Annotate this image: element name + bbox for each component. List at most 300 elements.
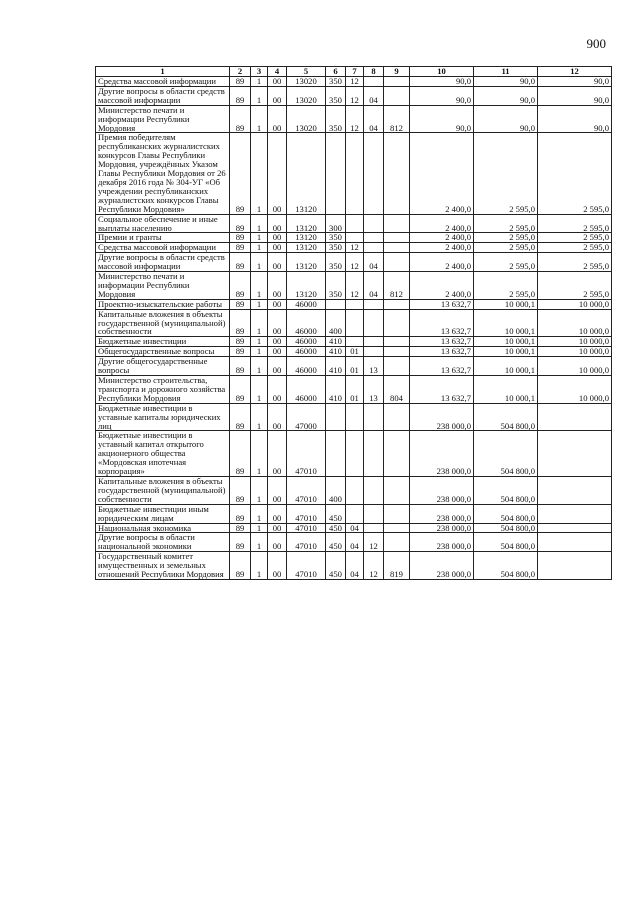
col11-amount-cell: 10 000,1 <box>474 299 538 309</box>
col8-cell: 12 <box>364 533 384 552</box>
row-name-cell: Средства массовой информации <box>96 243 230 253</box>
col10-amount-cell: 2 400,0 <box>410 233 474 243</box>
col9-cell <box>384 77 410 87</box>
col9-cell <box>384 253 410 272</box>
col6-cell: 450 <box>326 552 346 580</box>
col11-amount-cell: 504 800,0 <box>474 523 538 533</box>
col11-amount-cell: 2 595,0 <box>474 133 538 214</box>
col2-cell: 89 <box>230 253 251 272</box>
col4-cell: 00 <box>268 431 287 477</box>
table-row <box>96 309 612 337</box>
col11-amount-cell: 2 595,0 <box>474 214 538 233</box>
col5-cell: 47000 <box>287 403 326 431</box>
col5-cell: 46000 <box>287 347 326 357</box>
col8-cell: 04 <box>364 253 384 272</box>
col12-amount-cell: 10 000,0 <box>538 357 612 376</box>
col7-cell: 12 <box>346 105 364 133</box>
table-row <box>96 552 612 580</box>
table-row <box>96 431 612 477</box>
col6-cell: 410 <box>326 337 346 347</box>
col9-cell <box>384 357 410 376</box>
col7-cell: 12 <box>346 86 364 105</box>
col6-cell: 350 <box>326 86 346 105</box>
col3-cell: 1 <box>251 337 268 347</box>
budget-table <box>95 66 612 580</box>
col10-amount-cell: 13 632,7 <box>410 376 474 404</box>
col3-cell: 1 <box>251 523 268 533</box>
col11-amount-cell: 2 595,0 <box>474 253 538 272</box>
col11-amount-cell: 90,0 <box>474 77 538 87</box>
col10-amount-cell: 13 632,7 <box>410 309 474 337</box>
col5-cell: 13020 <box>287 77 326 87</box>
col5-cell: 13120 <box>287 133 326 214</box>
col7-cell <box>346 233 364 243</box>
col8-cell: 13 <box>364 357 384 376</box>
col3-cell: 1 <box>251 376 268 404</box>
col9-cell <box>384 533 410 552</box>
col8-cell: 04 <box>364 86 384 105</box>
col3-cell: 1 <box>251 77 268 87</box>
col12-amount-cell: 2 595,0 <box>538 272 612 300</box>
col6-cell: 350 <box>326 233 346 243</box>
col7-cell <box>346 504 364 523</box>
col10-amount-cell: 13 632,7 <box>410 299 474 309</box>
col4-cell: 00 <box>268 357 287 376</box>
col12-amount-cell: 2 595,0 <box>538 253 612 272</box>
column-header: 9 <box>384 67 410 77</box>
column-header: 6 <box>326 67 346 77</box>
col5-cell: 13120 <box>287 214 326 233</box>
table-row <box>96 77 612 87</box>
table-row <box>96 86 612 105</box>
col6-cell <box>326 299 346 309</box>
table-row <box>96 403 612 431</box>
col9-cell <box>384 504 410 523</box>
col4-cell: 00 <box>268 86 287 105</box>
col12-amount-cell: 10 000,0 <box>538 309 612 337</box>
col5-cell: 13120 <box>287 243 326 253</box>
col5-cell: 13120 <box>287 272 326 300</box>
col7-cell: 12 <box>346 253 364 272</box>
col10-amount-cell: 238 000,0 <box>410 533 474 552</box>
col12-amount-cell <box>538 504 612 523</box>
table-row <box>96 272 612 300</box>
col3-cell: 1 <box>251 552 268 580</box>
col3-cell: 1 <box>251 233 268 243</box>
col9-cell <box>384 299 410 309</box>
col4-cell: 00 <box>268 347 287 357</box>
col10-amount-cell: 2 400,0 <box>410 253 474 272</box>
col8-cell: 13 <box>364 376 384 404</box>
col6-cell: 400 <box>326 476 346 504</box>
col10-amount-cell: 238 000,0 <box>410 552 474 580</box>
col2-cell: 89 <box>230 523 251 533</box>
table-row <box>96 214 612 233</box>
col9-cell <box>384 403 410 431</box>
col6-cell <box>326 133 346 214</box>
col3-cell: 1 <box>251 86 268 105</box>
col7-cell: 04 <box>346 552 364 580</box>
col3-cell: 1 <box>251 272 268 300</box>
col4-cell: 00 <box>268 243 287 253</box>
col7-cell: 01 <box>346 347 364 357</box>
col12-amount-cell: 2 595,0 <box>538 243 612 253</box>
col4-cell: 00 <box>268 272 287 300</box>
row-name-cell: Бюджетные инвестиции в уставные капиталы юридических лиц <box>96 403 230 431</box>
col9-cell <box>384 309 410 337</box>
col2-cell: 89 <box>230 214 251 233</box>
col4-cell: 00 <box>268 233 287 243</box>
col12-amount-cell: 10 000,0 <box>538 299 612 309</box>
col7-cell: 12 <box>346 243 364 253</box>
col8-cell <box>364 431 384 477</box>
row-name-cell: Капитальные вложения в объекты государственной (муниципальной) собственности <box>96 309 230 337</box>
table-row <box>96 133 612 214</box>
col2-cell: 89 <box>230 347 251 357</box>
col2-cell: 89 <box>230 77 251 87</box>
col3-cell: 1 <box>251 357 268 376</box>
col11-amount-cell: 90,0 <box>474 86 538 105</box>
col7-cell: 01 <box>346 376 364 404</box>
row-name-cell: Другие вопросы в области национальной экономики <box>96 533 230 552</box>
col12-amount-cell <box>538 552 612 580</box>
row-name-cell: Министерство печати и информации Республики Мордовия <box>96 272 230 300</box>
col10-amount-cell: 90,0 <box>410 105 474 133</box>
column-header: 3 <box>251 67 268 77</box>
col10-amount-cell: 2 400,0 <box>410 133 474 214</box>
col10-amount-cell: 13 632,7 <box>410 337 474 347</box>
column-header: 8 <box>364 67 384 77</box>
column-header: 5 <box>287 67 326 77</box>
col7-cell <box>346 299 364 309</box>
col11-amount-cell: 504 800,0 <box>474 476 538 504</box>
col9-cell: 812 <box>384 105 410 133</box>
col11-amount-cell: 504 800,0 <box>474 403 538 431</box>
col7-cell: 12 <box>346 272 364 300</box>
row-name-cell: Национальная экономика <box>96 523 230 533</box>
col12-amount-cell <box>538 523 612 533</box>
col8-cell <box>364 504 384 523</box>
row-name-cell: Другие вопросы в области средств массовой информации <box>96 253 230 272</box>
col6-cell: 450 <box>326 533 346 552</box>
col12-amount-cell: 90,0 <box>538 105 612 133</box>
row-name-cell: Социальное обеспечение и иные выплаты населению <box>96 214 230 233</box>
col4-cell: 00 <box>268 105 287 133</box>
col3-cell: 1 <box>251 253 268 272</box>
col8-cell <box>364 299 384 309</box>
col3-cell: 1 <box>251 309 268 337</box>
column-header: 2 <box>230 67 251 77</box>
col5-cell: 47010 <box>287 523 326 533</box>
row-name-cell: Государственный комитет имущественных и земельных отношений Республики Мордовия <box>96 552 230 580</box>
col12-amount-cell: 10 000,0 <box>538 347 612 357</box>
col11-amount-cell: 504 800,0 <box>474 431 538 477</box>
col4-cell: 00 <box>268 403 287 431</box>
col11-amount-cell: 504 800,0 <box>474 552 538 580</box>
col12-amount-cell: 90,0 <box>538 86 612 105</box>
col9-cell <box>384 86 410 105</box>
col10-amount-cell: 2 400,0 <box>410 243 474 253</box>
col9-cell <box>384 233 410 243</box>
col5-cell: 46000 <box>287 376 326 404</box>
row-name-cell: Министерство печати и информации Республики Мордовия <box>96 105 230 133</box>
col5-cell: 47010 <box>287 533 326 552</box>
col6-cell <box>326 403 346 431</box>
col8-cell: 04 <box>364 272 384 300</box>
col10-amount-cell: 13 632,7 <box>410 357 474 376</box>
col10-amount-cell: 238 000,0 <box>410 523 474 533</box>
col8-cell <box>364 214 384 233</box>
table-row <box>96 533 612 552</box>
col6-cell: 350 <box>326 272 346 300</box>
col11-amount-cell: 10 000,1 <box>474 309 538 337</box>
col6-cell: 350 <box>326 105 346 133</box>
table-row <box>96 337 612 347</box>
col7-cell <box>346 476 364 504</box>
col11-amount-cell: 10 000,1 <box>474 347 538 357</box>
col4-cell: 00 <box>268 77 287 87</box>
col5-cell: 46000 <box>287 357 326 376</box>
col3-cell: 1 <box>251 533 268 552</box>
col7-cell <box>346 337 364 347</box>
row-name-cell: Премия победителям республиканских журналистских конкурсов Главы Республики Мордовия, учреждённых Указом Главы Республики Мордовия от 26 декабря 2016 года № 304-УГ «Об учреждении республиканских журналистских конкурсов Главы Республики Мордовия» <box>96 133 230 214</box>
col3-cell: 1 <box>251 403 268 431</box>
table-row <box>96 299 612 309</box>
col8-cell: 12 <box>364 552 384 580</box>
col12-amount-cell: 2 595,0 <box>538 133 612 214</box>
table-row <box>96 504 612 523</box>
col3-cell: 1 <box>251 133 268 214</box>
col12-amount-cell <box>538 476 612 504</box>
column-header: 1 <box>96 67 230 77</box>
col2-cell: 89 <box>230 309 251 337</box>
col4-cell: 00 <box>268 523 287 533</box>
col2-cell: 89 <box>230 86 251 105</box>
col12-amount-cell: 10 000,0 <box>538 376 612 404</box>
col9-cell <box>384 243 410 253</box>
col2-cell: 89 <box>230 357 251 376</box>
col2-cell: 89 <box>230 476 251 504</box>
col4-cell: 00 <box>268 337 287 347</box>
col6-cell: 350 <box>326 253 346 272</box>
col11-amount-cell: 2 595,0 <box>474 243 538 253</box>
col6-cell <box>326 431 346 477</box>
col11-amount-cell: 504 800,0 <box>474 504 538 523</box>
col7-cell <box>346 214 364 233</box>
col9-cell <box>384 347 410 357</box>
col3-cell: 1 <box>251 476 268 504</box>
col11-amount-cell: 10 000,1 <box>474 337 538 347</box>
col9-cell: 812 <box>384 272 410 300</box>
col10-amount-cell: 238 000,0 <box>410 504 474 523</box>
col2-cell: 89 <box>230 533 251 552</box>
col4-cell: 00 <box>268 476 287 504</box>
col9-cell <box>384 431 410 477</box>
col9-cell: 804 <box>384 376 410 404</box>
col8-cell <box>364 243 384 253</box>
col8-cell <box>364 337 384 347</box>
col5-cell: 47010 <box>287 476 326 504</box>
col11-amount-cell: 504 800,0 <box>474 533 538 552</box>
col8-cell <box>364 347 384 357</box>
column-header: 12 <box>538 67 612 77</box>
table-row <box>96 347 612 357</box>
col11-amount-cell: 90,0 <box>474 105 538 133</box>
col4-cell: 00 <box>268 214 287 233</box>
col2-cell: 89 <box>230 337 251 347</box>
col5-cell: 13120 <box>287 253 326 272</box>
col10-amount-cell: 238 000,0 <box>410 476 474 504</box>
col9-cell: 819 <box>384 552 410 580</box>
col12-amount-cell: 2 595,0 <box>538 214 612 233</box>
col2-cell: 89 <box>230 243 251 253</box>
col7-cell: 04 <box>346 533 364 552</box>
col3-cell: 1 <box>251 347 268 357</box>
col2-cell: 89 <box>230 105 251 133</box>
col3-cell: 1 <box>251 431 268 477</box>
col6-cell: 410 <box>326 347 346 357</box>
col12-amount-cell <box>538 431 612 477</box>
col4-cell: 00 <box>268 552 287 580</box>
col5-cell: 47010 <box>287 504 326 523</box>
col6-cell: 300 <box>326 214 346 233</box>
col3-cell: 1 <box>251 105 268 133</box>
col8-cell <box>364 403 384 431</box>
col7-cell <box>346 431 364 477</box>
col11-amount-cell: 10 000,1 <box>474 376 538 404</box>
row-name-cell: Капитальные вложения в объекты государственной (муниципальной) собственности <box>96 476 230 504</box>
row-name-cell: Бюджетные инвестиции иным юридическим лицам <box>96 504 230 523</box>
table-row <box>96 357 612 376</box>
col8-cell <box>364 77 384 87</box>
col10-amount-cell: 90,0 <box>410 86 474 105</box>
col4-cell: 00 <box>268 376 287 404</box>
col4-cell: 00 <box>268 133 287 214</box>
col8-cell <box>364 476 384 504</box>
col2-cell: 89 <box>230 552 251 580</box>
col6-cell: 350 <box>326 77 346 87</box>
table-row <box>96 523 612 533</box>
col6-cell: 350 <box>326 243 346 253</box>
col5-cell: 46000 <box>287 299 326 309</box>
row-name-cell: Проектно-изыскательские работы <box>96 299 230 309</box>
col5-cell: 13020 <box>287 86 326 105</box>
col2-cell: 89 <box>230 272 251 300</box>
row-name-cell: Другие вопросы в области средств массовой информации <box>96 86 230 105</box>
col3-cell: 1 <box>251 243 268 253</box>
table-row <box>96 233 612 243</box>
table-row <box>96 253 612 272</box>
table-row <box>96 105 612 133</box>
col12-amount-cell: 10 000,0 <box>538 337 612 347</box>
row-name-cell: Министерство строительства, транспорта и дорожного хозяйства Республики Мордовия <box>96 376 230 404</box>
col2-cell: 89 <box>230 431 251 477</box>
page-number: 900 <box>586 36 606 51</box>
col9-cell <box>384 214 410 233</box>
col7-cell: 12 <box>346 77 364 87</box>
col5-cell: 13020 <box>287 105 326 133</box>
col6-cell: 410 <box>326 357 346 376</box>
col2-cell: 89 <box>230 376 251 404</box>
col2-cell: 89 <box>230 299 251 309</box>
col5-cell: 46000 <box>287 309 326 337</box>
col4-cell: 00 <box>268 309 287 337</box>
col6-cell: 450 <box>326 523 346 533</box>
col3-cell: 1 <box>251 214 268 233</box>
col2-cell: 89 <box>230 233 251 243</box>
col9-cell <box>384 337 410 347</box>
table-row <box>96 476 612 504</box>
row-name-cell: Бюджетные инвестиции <box>96 337 230 347</box>
col4-cell: 00 <box>268 533 287 552</box>
col4-cell: 00 <box>268 253 287 272</box>
col5-cell: 47010 <box>287 552 326 580</box>
table-header-row <box>96 67 612 77</box>
col9-cell <box>384 133 410 214</box>
col6-cell: 450 <box>326 504 346 523</box>
col12-amount-cell <box>538 533 612 552</box>
col10-amount-cell: 2 400,0 <box>410 272 474 300</box>
row-name-cell: Другие общегосударственные вопросы <box>96 357 230 376</box>
col7-cell: 04 <box>346 523 364 533</box>
table-body <box>96 77 612 580</box>
col10-amount-cell: 2 400,0 <box>410 214 474 233</box>
col12-amount-cell <box>538 403 612 431</box>
col7-cell <box>346 309 364 337</box>
col8-cell <box>364 233 384 243</box>
column-header: 4 <box>268 67 287 77</box>
table-row <box>96 243 612 253</box>
col5-cell: 13120 <box>287 233 326 243</box>
column-header: 10 <box>410 67 474 77</box>
col10-amount-cell: 13 632,7 <box>410 347 474 357</box>
col10-amount-cell: 90,0 <box>410 77 474 87</box>
row-name-cell: Бюджетные инвестиции в уставный капитал открытого акционерного общества «Мордовская ипотечная корпорация» <box>96 431 230 477</box>
col4-cell: 00 <box>268 299 287 309</box>
col9-cell <box>384 476 410 504</box>
col7-cell <box>346 133 364 214</box>
col12-amount-cell: 90,0 <box>538 77 612 87</box>
row-name-cell: Средства массовой информации <box>96 77 230 87</box>
row-name-cell: Премии и гранты <box>96 233 230 243</box>
col10-amount-cell: 238 000,0 <box>410 403 474 431</box>
col10-amount-cell: 238 000,0 <box>410 431 474 477</box>
col11-amount-cell: 10 000,1 <box>474 357 538 376</box>
col11-amount-cell: 2 595,0 <box>474 233 538 243</box>
col11-amount-cell: 2 595,0 <box>474 272 538 300</box>
col4-cell: 00 <box>268 504 287 523</box>
col2-cell: 89 <box>230 133 251 214</box>
col8-cell <box>364 523 384 533</box>
column-header: 11 <box>474 67 538 77</box>
col2-cell: 89 <box>230 504 251 523</box>
col5-cell: 47010 <box>287 431 326 477</box>
col8-cell <box>364 309 384 337</box>
col8-cell <box>364 133 384 214</box>
col3-cell: 1 <box>251 299 268 309</box>
row-name-cell: Общегосударственные вопросы <box>96 347 230 357</box>
col12-amount-cell: 2 595,0 <box>538 233 612 243</box>
col6-cell: 400 <box>326 309 346 337</box>
col8-cell: 04 <box>364 105 384 133</box>
col3-cell: 1 <box>251 504 268 523</box>
col9-cell <box>384 523 410 533</box>
col2-cell: 89 <box>230 403 251 431</box>
col7-cell: 01 <box>346 357 364 376</box>
column-header: 7 <box>346 67 364 77</box>
table-row <box>96 376 612 404</box>
col5-cell: 46000 <box>287 337 326 347</box>
